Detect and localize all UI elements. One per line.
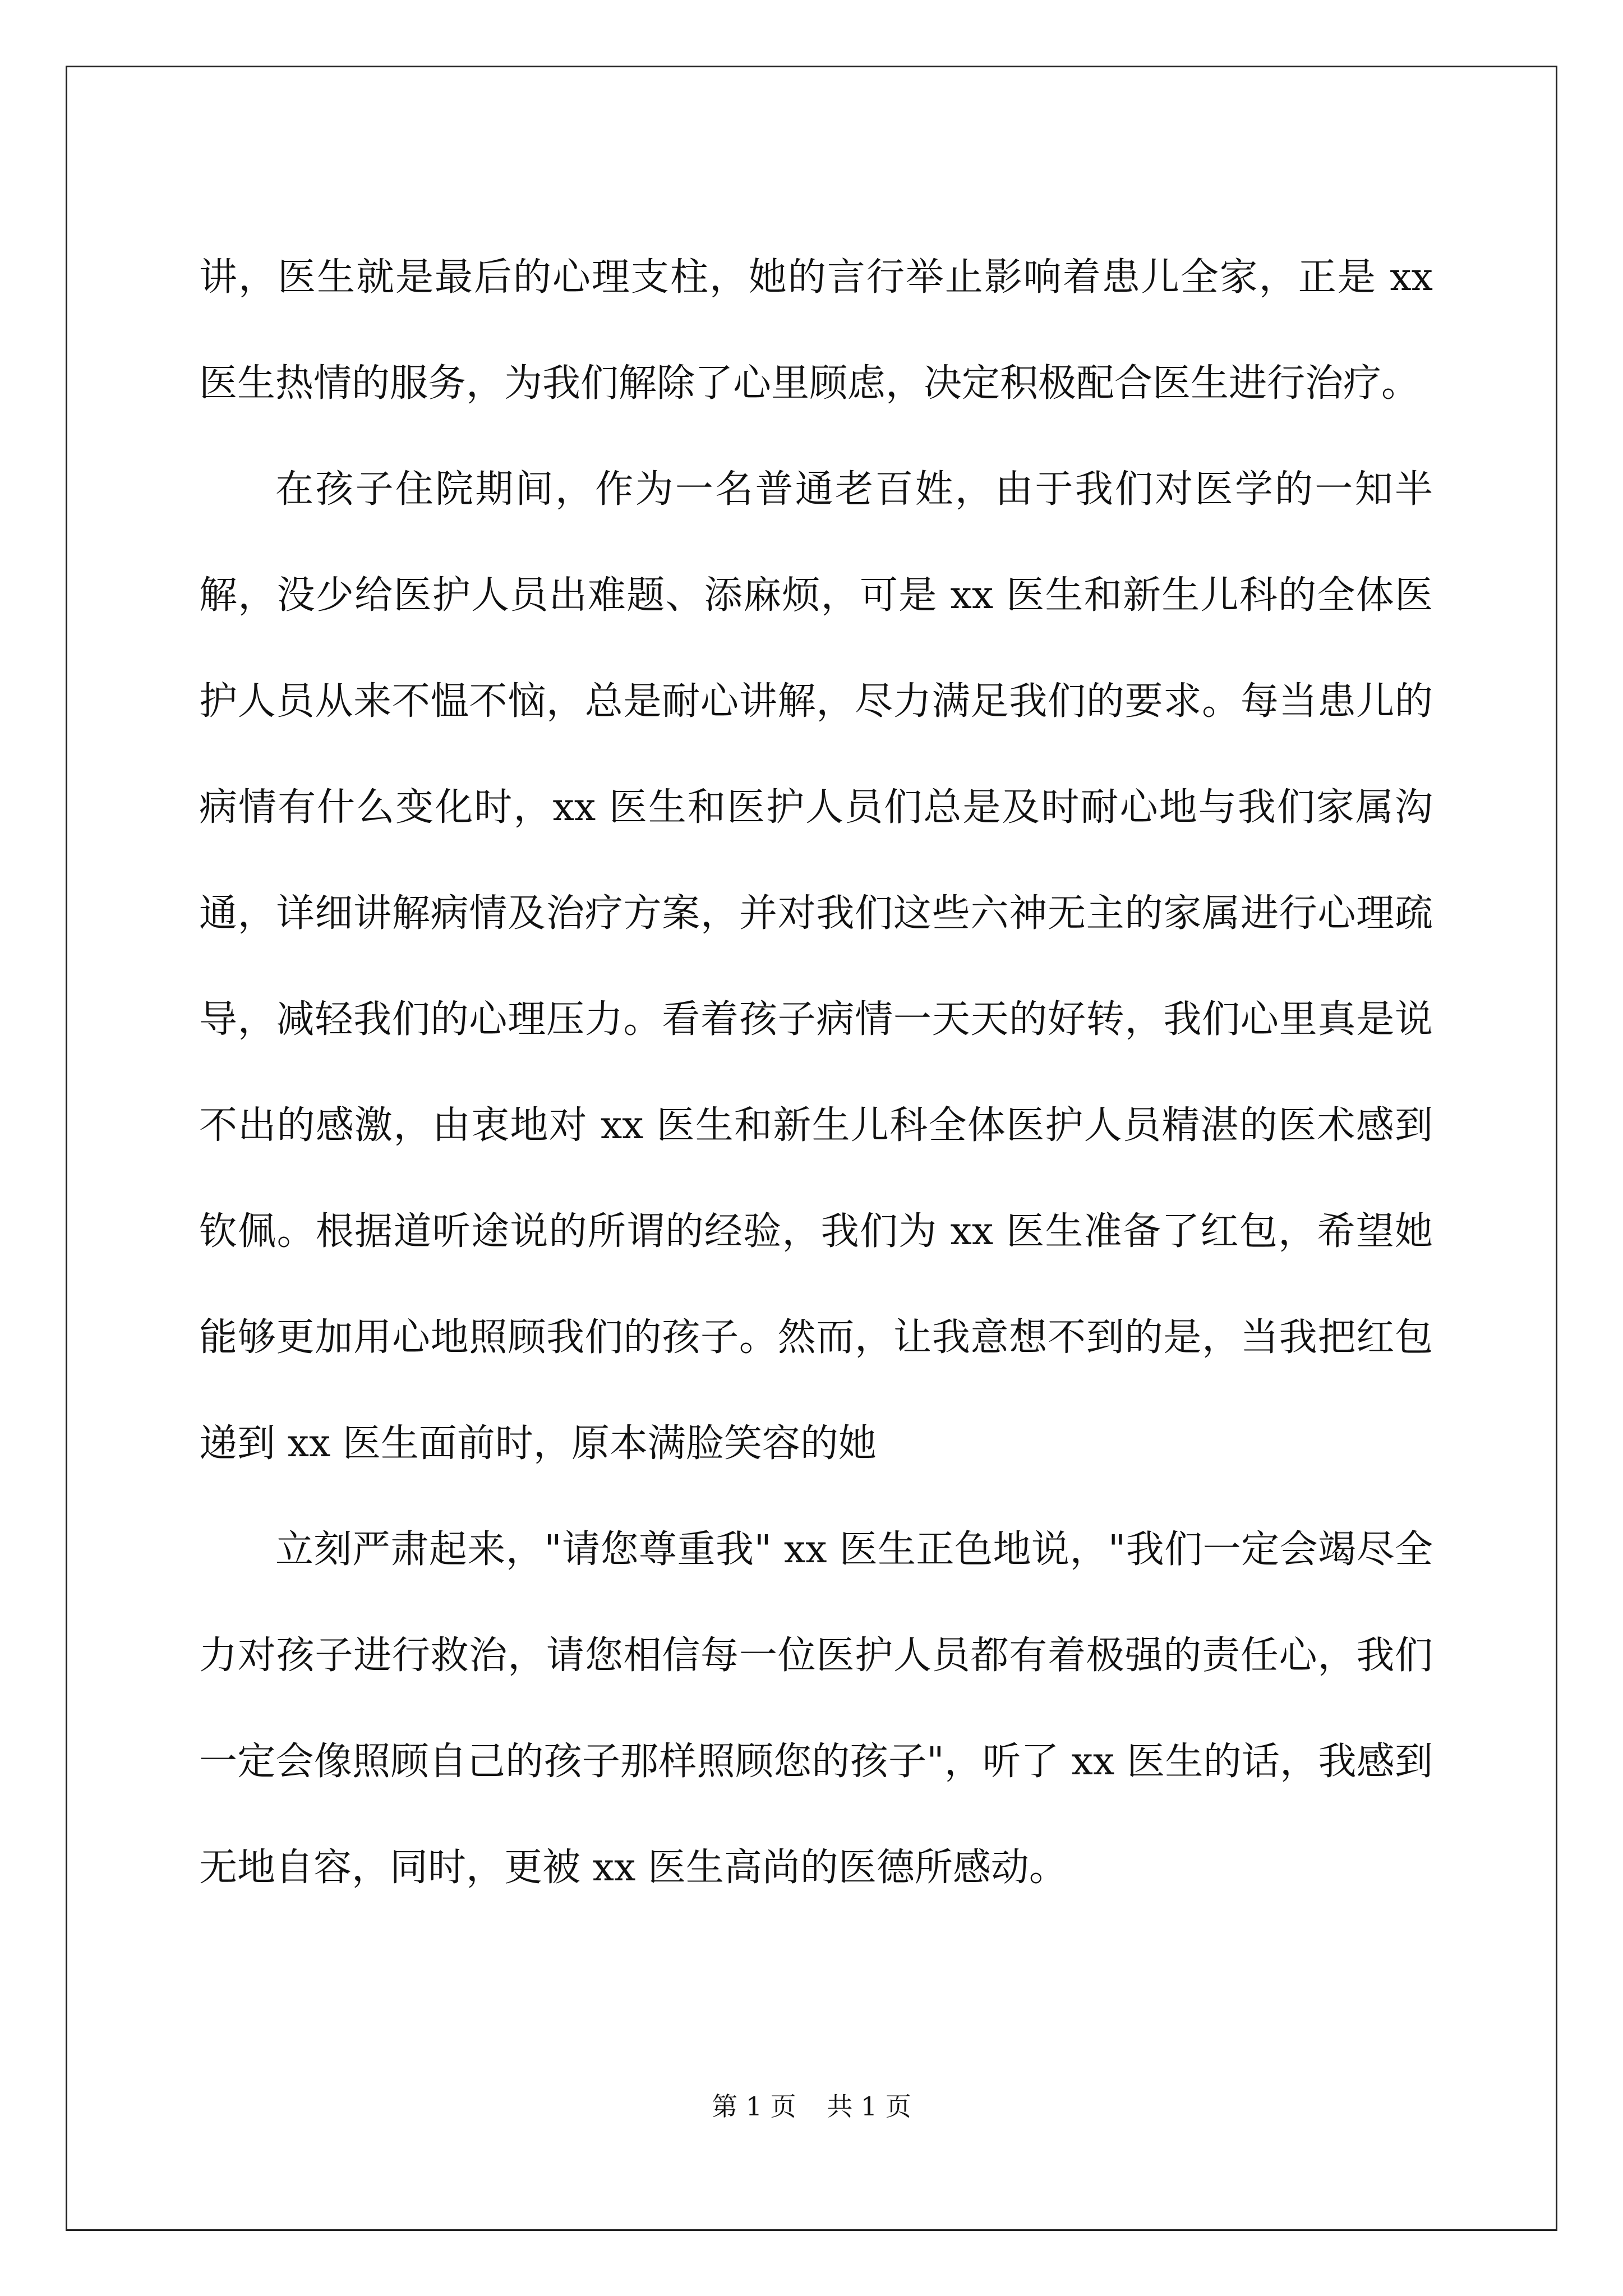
document-body [199, 224, 1433, 1921]
paragraph-3: 立刻严肃起来，"请您尊重我" xx 医生正色地说，"我们一定会竭尽全力对孩子进行救治，请您相信每一位医护人员都有着极强的责任心，我们一定会像照顾自己的孩子那样照顾您的孩子"，听了 xx 医生的话，我感到无地自容，同时，更被 xx 医生高尚的医德所感动。 [199, 1527, 1433, 1890]
page-number-current: 第 1 页 [712, 2091, 796, 2122]
page-number-total: 共 1 页 [827, 2091, 911, 2122]
paragraph-2: 在孩子住院期间，作为一名普通老百姓，由于我们对医学的一知半解，没少给医护人员出难题、添麻烦，可是 xx 医生和新生儿科的全体医护人员从来不愠不恼，总是耐心讲解，尽力满足我们的要求。每当患儿的病情有什么变化时，xx 医生和医护人员们总是及时耐心地与我们家属沟通，详细讲解病情及治疗方案，并对我们这些六神无主的家属进行心理疏导，减轻我们的心理压力。看着孩子病情一天天的好转，我们心里真是说不出的感激，由衷地对 xx 医生和新生儿科全体医护人员精湛的医术感到钦佩。根据道听途说的所谓的经验，我们为 xx 医生准备了红包，希望她能够更加用心地照顾我们的孩子。然而，让我意想不到的是，当我把红包递到 xx 医生面前时，原本满脸笑容的她 [199, 467, 1433, 1466]
page-footer [0, 2090, 1623, 2123]
paragraph-1: 讲，医生就是最后的心理支柱，她的言行举止影响着患儿全家，正是 xx 医生热情的服务，为我们解除了心里顾虑，决定积极配合医生进行治疗。 [199, 255, 1433, 406]
